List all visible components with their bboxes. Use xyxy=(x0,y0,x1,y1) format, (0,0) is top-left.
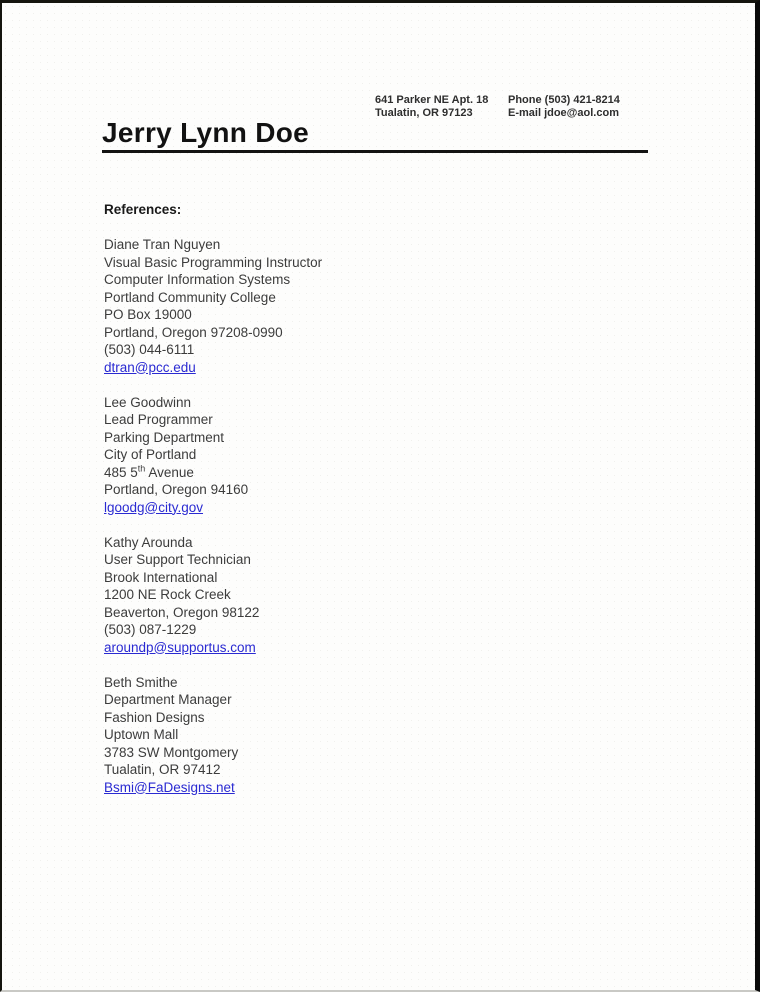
reference-email-link[interactable]: Bsmi@FaDesigns.net xyxy=(104,779,235,795)
reference-email-link[interactable]: lgoodg@city.gov xyxy=(104,499,204,515)
reference-email-line xyxy=(104,639,322,657)
reference-line: Parking Department xyxy=(104,429,225,445)
reference-line: 485 5th Avenue xyxy=(104,463,194,480)
reference-email-line xyxy=(104,779,322,797)
contact-address-line2: Tualatin, OR 97123 xyxy=(375,107,473,119)
reference-line: City of Portland xyxy=(104,447,197,462)
contact-details-block xyxy=(508,94,620,120)
reference-block xyxy=(104,674,322,797)
contact-address-block xyxy=(375,94,488,120)
reference-line: User Support Technician xyxy=(104,552,251,567)
reference-block xyxy=(104,236,322,376)
reference-line: Portland, Oregon 97208-0990 xyxy=(104,324,283,340)
page-title: Jerry Lynn Doe xyxy=(102,117,310,148)
reference-line: Tualatin, OR 97412 xyxy=(104,762,221,777)
references-heading: References: xyxy=(104,202,182,217)
reference-block xyxy=(104,394,322,517)
reference-line: Portland, Oregon 94160 xyxy=(104,482,249,497)
reference-line: Uptown Mall xyxy=(104,727,179,742)
reference-email-link[interactable]: dtran@pcc.edu xyxy=(104,359,196,375)
reference-line: 1200 NE Rock Creek xyxy=(104,587,231,602)
reference-line: PO Box 19000 xyxy=(104,307,192,322)
reference-block xyxy=(104,534,322,657)
reference-line: Beth Smithe xyxy=(104,674,178,690)
reference-line: Computer Information Systems xyxy=(104,272,291,287)
reference-line: Diane Tran Nguyen xyxy=(104,237,221,252)
reference-line: Portland Community College xyxy=(104,289,276,305)
reference-line: Lead Programmer xyxy=(104,412,213,427)
reference-line: 3783 SW Montgomery xyxy=(104,744,239,760)
reference-line: Department Manager xyxy=(104,692,232,707)
ordinal-superscript: th xyxy=(137,463,146,473)
reference-email-link[interactable]: aroundp@supportus.com xyxy=(104,639,256,655)
reference-line: (503) 087-1229 xyxy=(104,622,197,637)
reference-line: (503) 044-6111 xyxy=(104,342,195,357)
contact-email: E-mail jdoe@aol.com xyxy=(508,107,619,119)
reference-line: Visual Basic Programming Instructor xyxy=(104,254,323,270)
reference-line: Fashion Designs xyxy=(104,709,205,725)
reference-line: Kathy Arounda xyxy=(104,534,193,550)
references-section xyxy=(104,201,322,814)
reference-line: Lee Goodwinn xyxy=(104,394,192,410)
title-underline-rule xyxy=(102,150,648,153)
reference-email-line xyxy=(104,499,322,517)
reference-email-line xyxy=(104,359,322,377)
reference-line: Brook International xyxy=(104,569,218,585)
reference-line: Beaverton, Oregon 98122 xyxy=(104,604,260,620)
references-list xyxy=(104,236,322,796)
contact-phone: Phone (503) 421-8214 xyxy=(508,94,620,106)
contact-address-line1: 641 Parker NE Apt. 18 xyxy=(375,94,489,106)
